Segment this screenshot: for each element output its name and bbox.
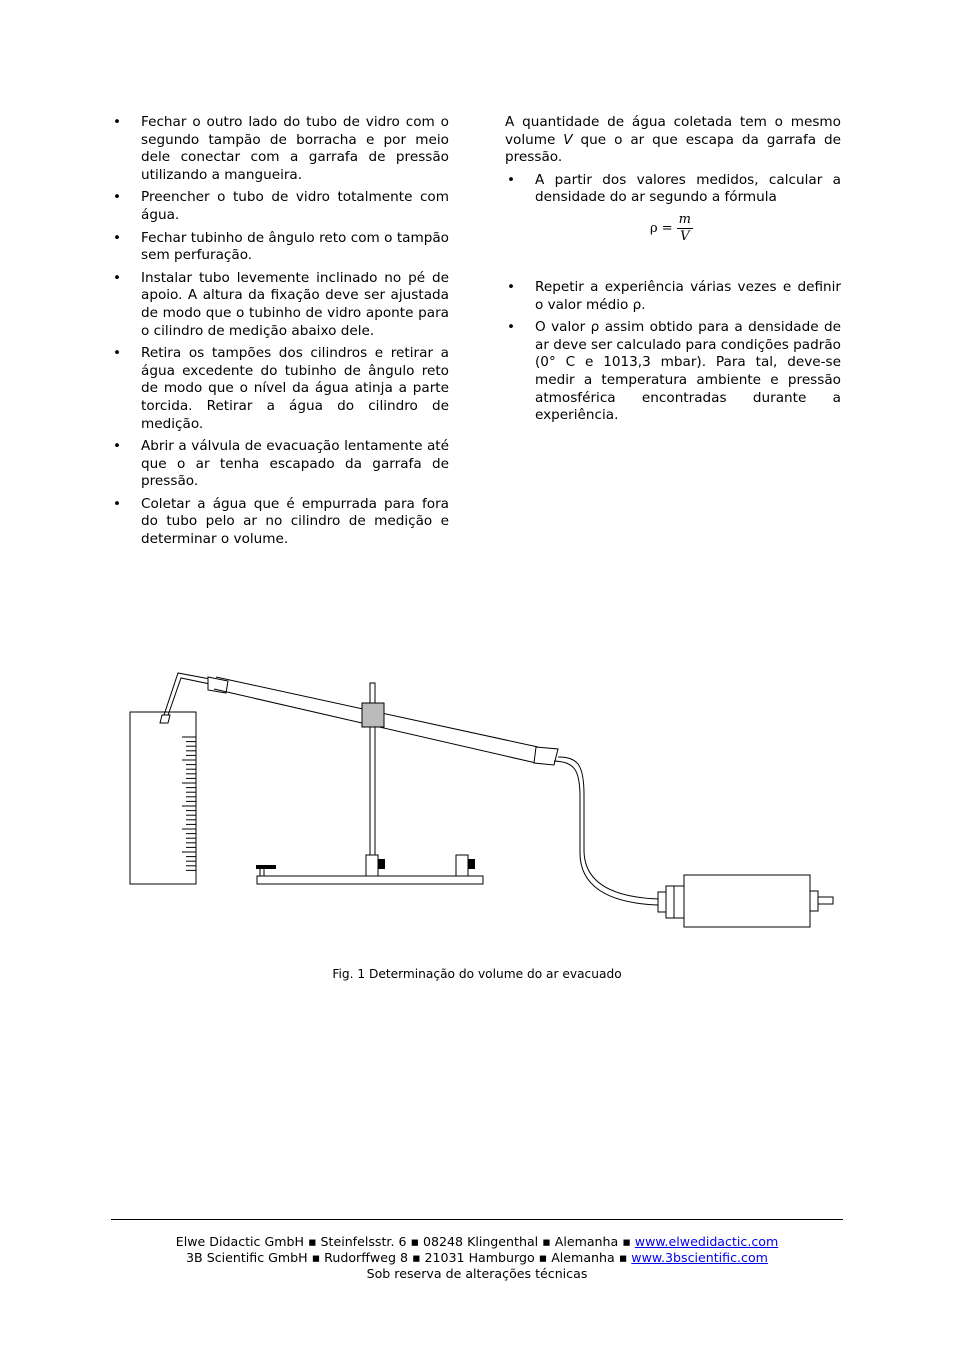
right-list-continued (505, 279, 841, 430)
list-item: • Instalar tubo levemente inclinado no pé de apoio. A altura da fixação deve ser ajustada de modo que o tubinho de vidro aponte para o cilindro de medição abaixo dele. (113, 269, 449, 339)
list-item: • Repetir a experiência várias vezes e definir o valor médio ρ. (507, 279, 841, 313)
formula-fraction (677, 212, 693, 245)
3bscientific-link[interactable]: www.3bscientific.com (631, 1250, 768, 1265)
instruction-list (111, 114, 449, 549)
bullet-glyph: • (113, 495, 122, 512)
bullet-glyph: • (507, 171, 516, 188)
formula-lhs: ρ = (650, 221, 673, 236)
bullet-glyph: • (507, 279, 516, 295)
list-item: • O valor ρ assim obtido para a densidade de ar deve ser calculado para condições padrão (0° C e 1013,3 mbar). Para tal, deve-se medir a temperatura ambiente e pressão atmosférica encontradas durante a experiência. (507, 319, 841, 424)
bullet-glyph: • (113, 269, 122, 286)
apparatus-figure (118, 665, 838, 945)
bullet-glyph: • (113, 189, 122, 206)
list-item: • Retira os tampões dos cilindros e retirar a água excedente do tubinho de ângulo reto de modo que o nível da água atinja a parte torcida. Retirar a água do cilindro de medição. (113, 345, 449, 432)
left-column (111, 114, 449, 554)
footer-line-2: 3B Scientific GmbH ▪ Rudorffweg 8 ▪ 21031 Hamburgo ▪ Alemanha ▪ www.3bscientific.com (186, 1250, 768, 1265)
hose (554, 757, 658, 905)
bullet-glyph: • (507, 319, 516, 336)
support-stand (256, 683, 483, 884)
bullet-glyph: • (113, 114, 122, 130)
formula-numerator: m (678, 212, 691, 227)
footer (0, 1234, 954, 1282)
bullet-glyph: • (113, 345, 122, 362)
list-item: • Coletar a água que é empurrada para fora do tubo pelo ar no cilindro de medição e determinar o volume. (113, 495, 449, 548)
figure-caption: Fig. 1 Determinação do volume do ar evacuado (332, 967, 622, 981)
list-item: • Fechar o outro lado do tubo de vidro com o segundo tampão de borracha e por meio dele conectar com a garrafa de pressão utilizando a mangueira. (113, 114, 449, 183)
footer-divider (111, 1219, 843, 1220)
list-item: • Preencher o tubo de vidro totalmente com água. (113, 189, 449, 223)
bullet-glyph: • (113, 229, 122, 246)
footer-line-3: Sob reserva de alterações técnicas (366, 1266, 588, 1281)
pressure-bottle (658, 875, 833, 927)
volume-variable: V (563, 131, 573, 148)
measuring-cylinder (130, 712, 196, 884)
rubber-stopper (534, 747, 558, 765)
bullet-glyph: • (113, 438, 122, 455)
list-item: • A partir dos valores medidos, calcular a densidade do ar segundo a fórmula (507, 171, 841, 206)
footer-line-1: Elwe Didactic GmbH ▪ Steinfelsstr. 6 ▪ 08248 Klingenthal ▪ Alemanha ▪ www.elwedidactic.com (175, 1234, 779, 1249)
intro-paragraph: A quantidade de água coletada tem o mesmo volume V que o ar que escapa da garrafa de pressão. (505, 114, 841, 166)
right-column (505, 114, 841, 212)
list-item: • Fechar tubinho de ângulo reto com o tampão sem perfuração. (113, 229, 449, 264)
elwedidactic-link[interactable]: www.elwedidactic.com (634, 1234, 779, 1249)
calc-list (505, 172, 841, 207)
density-formula (650, 212, 693, 245)
list-item: • Abrir a válvula de evacuação lentamente até que o ar tenha escapado da garrafa de pressão. (113, 438, 449, 490)
formula-denominator: V (680, 229, 690, 244)
